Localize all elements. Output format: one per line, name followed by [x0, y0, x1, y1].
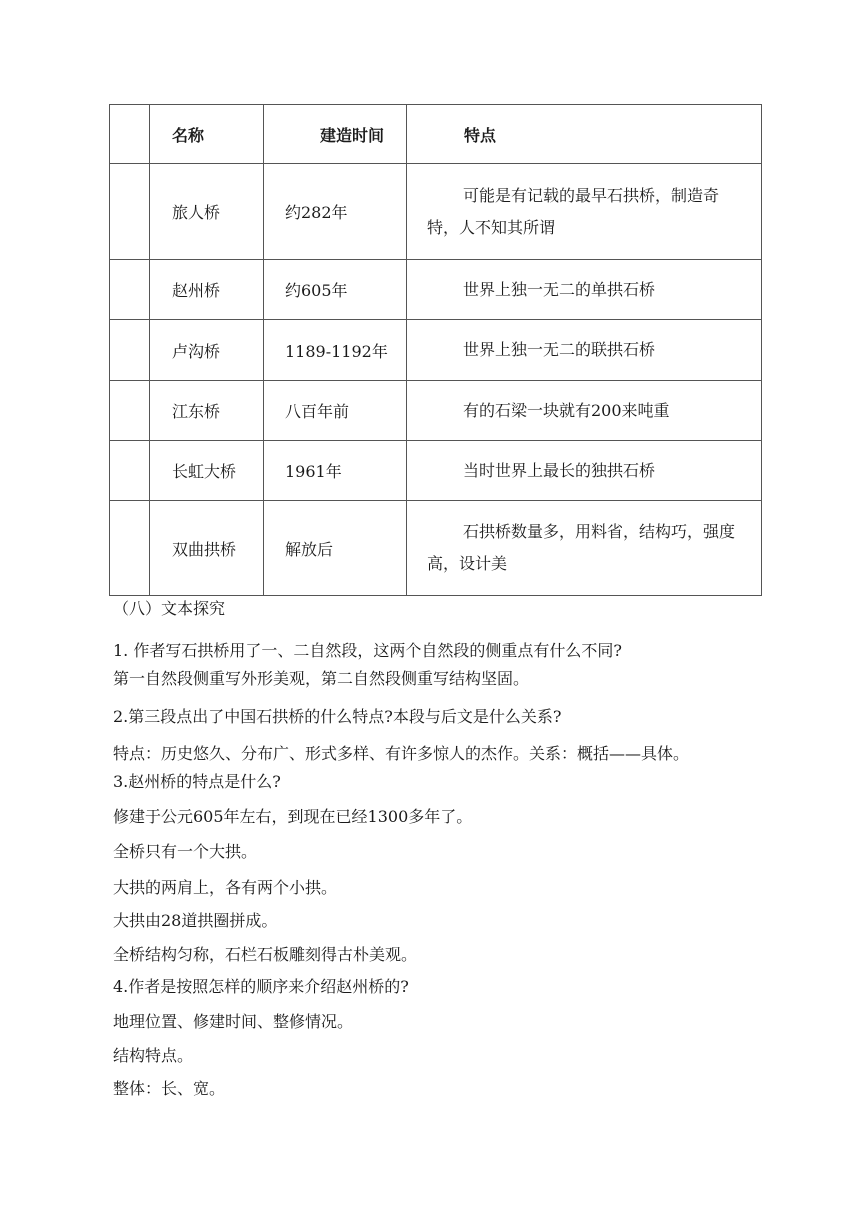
bridge-feature: 石拱桥数量多，用料省，结构巧，强度高，设计美 — [407, 501, 762, 596]
answer-4-line: 地理位置、修建时间、整修情况。 — [113, 1012, 354, 1031]
bridge-name: 卢沟桥 — [150, 320, 264, 381]
row-index-cell — [110, 164, 150, 260]
bridge-name: 江东桥 — [150, 381, 264, 441]
answer-1: 第一自然段侧重写外形美观，第二自然段侧重写结构坚固。 — [113, 669, 530, 688]
answer-3-line: 全桥结构匀称，石栏石板雕刻得古朴美观。 — [113, 945, 418, 964]
bridge-feature: 有的石梁一块就有200来吨重 — [407, 381, 762, 441]
build-time: 八百年前 — [264, 381, 407, 441]
table-row — [110, 381, 762, 441]
section-title: （八）文本探究 — [113, 599, 226, 618]
bridge-feature: 世界上独一无二的联拱石桥 — [407, 320, 762, 381]
bridge-feature: 世界上独一无二的单拱石桥 — [407, 260, 762, 320]
build-time: 解放后 — [264, 501, 407, 596]
table-header-row — [110, 105, 762, 164]
question-1: 1. 作者写石拱桥用了一、二自然段，这两个自然段的侧重点有什么不同? — [113, 641, 622, 660]
answer-3-line: 全桥只有一个大拱。 — [113, 842, 258, 861]
build-time: 1189-1192年 — [264, 320, 407, 381]
answer-3-line: 大拱由28道拱圈拼成。 — [113, 911, 278, 930]
header-name: 名称 — [150, 105, 264, 164]
row-index-cell — [110, 441, 150, 501]
answer-4-line: 整体：长、宽。 — [113, 1079, 226, 1098]
bridge-name: 旅人桥 — [150, 164, 264, 260]
question-4: 4.作者是按照怎样的顺序来介绍赵州桥的? — [113, 977, 409, 996]
build-time: 约605年 — [264, 260, 407, 320]
row-index-cell — [110, 501, 150, 596]
question-2: 2.第三段点出了中国石拱桥的什么特点?本段与后文是什么关系? — [113, 707, 562, 726]
answer-3-line: 大拱的两肩上，各有两个小拱。 — [113, 878, 338, 897]
header-feature: 特点 — [407, 105, 762, 164]
table-row — [110, 501, 762, 596]
row-index-cell — [110, 320, 150, 381]
question-3: 3.赵州桥的特点是什么? — [113, 772, 281, 791]
bridge-feature: 可能是有记载的最早石拱桥，制造奇特，人不知其所谓 — [407, 164, 762, 260]
bridge-name: 长虹大桥 — [150, 441, 264, 501]
table-row — [110, 320, 762, 381]
row-index-cell — [110, 260, 150, 320]
build-time: 1961年 — [264, 441, 407, 501]
header-index-cell — [110, 105, 150, 164]
build-time: 约282年 — [264, 164, 407, 260]
answer-3-line: 修建于公元605年左右，到现在已经1300多年了。 — [113, 807, 473, 826]
row-index-cell — [110, 381, 150, 441]
bridge-feature: 当时世界上最长的独拱石桥 — [407, 441, 762, 501]
answer-2: 特点：历史悠久、分布广、形式多样、有许多惊人的杰作。关系：概括——具体。 — [113, 744, 690, 763]
answer-4-line: 结构特点。 — [113, 1046, 194, 1065]
table-row — [110, 260, 762, 320]
table-row — [110, 441, 762, 501]
table-row — [110, 164, 762, 260]
bridge-name: 赵州桥 — [150, 260, 264, 320]
header-time: 建造时间 — [264, 105, 407, 164]
bridge-name: 双曲拱桥 — [150, 501, 264, 596]
bridge-table — [109, 104, 762, 596]
